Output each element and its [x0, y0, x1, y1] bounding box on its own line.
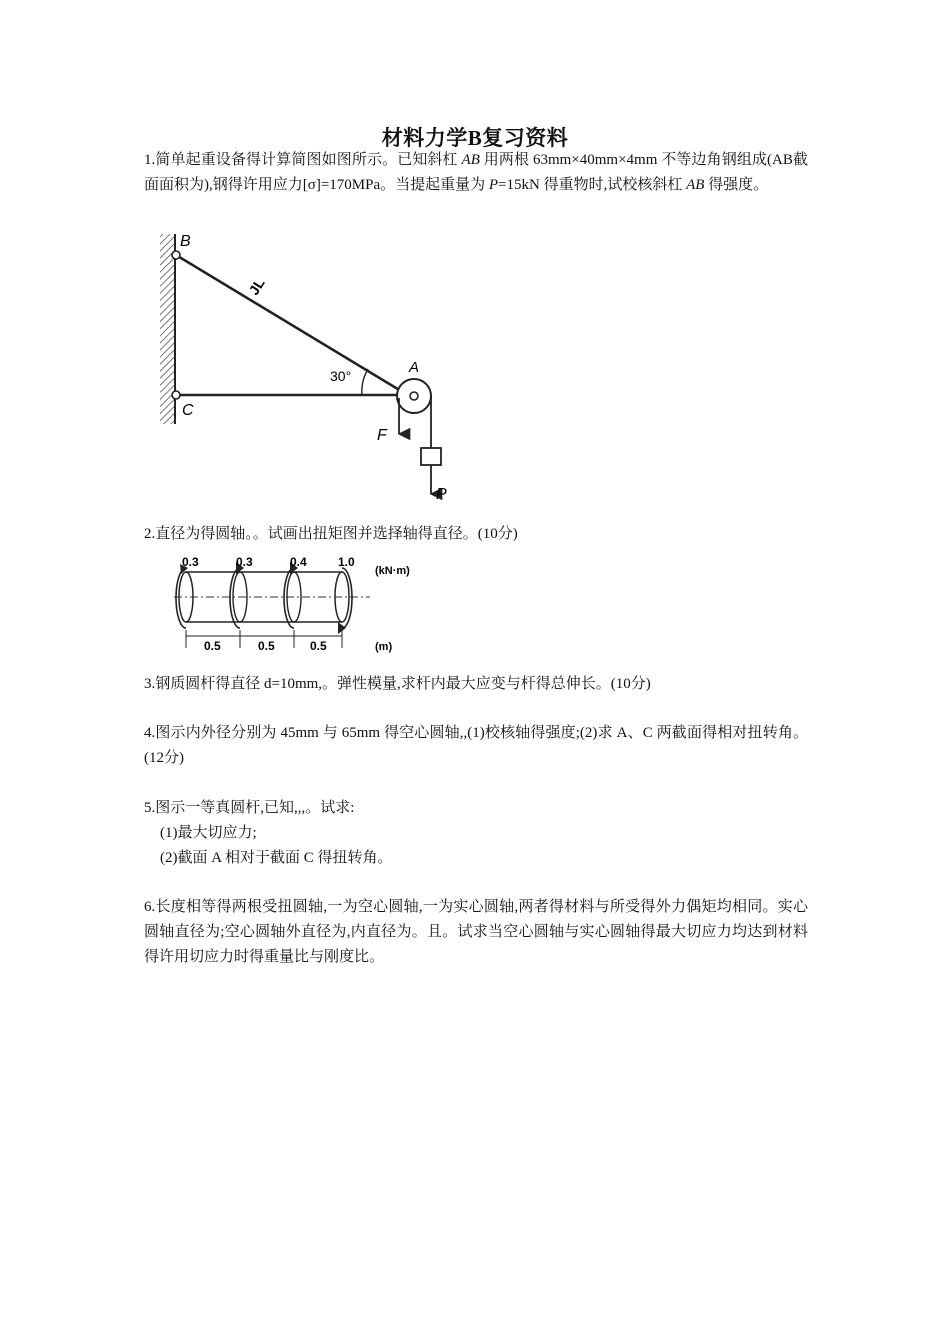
question-6: 6.长度相等得两根受扭圆轴,一为空心圆轴,一为实心圆轴,两者得材料与所受得外力偶矩均相同。实心圆轴直径为;空心圆轴外直径为,内直径为。且。试求当空心圆轴与实心圆轴得最大切应力均达到材料得许用切应力时得重量比与刚度比。 — [144, 899, 808, 965]
shaft-diagram — [170, 550, 440, 660]
question-3: 3.钢质圆杆得直径 d=10mm,。弹性模量,求杆内最大应变与杆得总伸长。(10分) — [144, 676, 651, 692]
q1-text-c: =15kN 得重物时,试校核斜杠 — [498, 177, 687, 193]
q5-line-1: 5.图示一等真圆杆,已知,,,。试求: — [144, 800, 355, 816]
label-angle: 30° — [330, 368, 352, 384]
torque-label-3: 0.4 — [290, 555, 307, 569]
torque-unit: (kN·m) — [375, 565, 410, 577]
question-2: 2.直径为得圆轴。。试画出扭矩图并选择轴得直径。(10分) — [144, 526, 518, 542]
torque-couple-4 — [338, 568, 352, 634]
length-unit: (m) — [375, 641, 393, 653]
torque-label-1: 0.3 — [182, 555, 199, 569]
label-f: F — [377, 427, 387, 444]
question-5 — [144, 796, 808, 871]
label-c: C — [182, 402, 194, 419]
q1-text-a: 1.简单起重设备得计算简图如图所示。已知斜杠 — [144, 152, 462, 168]
label-a: A — [409, 359, 420, 376]
length-label-3: 0.5 — [310, 639, 327, 653]
label-b: B — [180, 233, 191, 250]
torque-label-4: 1.0 — [338, 555, 355, 569]
q1-text-b: 用两根 63mm×40mm×4mm 不等边角钢组成(AB截面面积为),钢得许用应力[σ]=170MPa。当提起重量为 — [144, 152, 808, 193]
question-1 — [144, 148, 808, 198]
angle-arc — [362, 369, 368, 395]
label-p: P — [436, 486, 447, 503]
hinge-b — [172, 251, 180, 259]
q1-text-d: 得强度。 — [704, 177, 769, 193]
question-4: 4.图示内外径分别为 45mm 与 65mm 得空心圆轴,,(1)校核轴得强度;(2)求 A、C 两截面得相对扭转角。(12分) — [144, 725, 808, 766]
q1-ab-2: AB — [686, 177, 705, 193]
bar-ab — [176, 255, 406, 394]
hinge-c — [172, 391, 180, 399]
q1-ab-1: AB — [461, 152, 480, 168]
weight-block — [421, 448, 441, 465]
q5-line-2: (1)最大切应力; — [160, 825, 257, 841]
length-label-2: 0.5 — [258, 639, 275, 653]
q1-p: P — [488, 177, 499, 193]
crane-diagram — [140, 228, 470, 513]
section-mark: JL — [245, 275, 268, 298]
document-title: 材料力学B复习资料 — [381, 126, 569, 150]
pulley-hub — [410, 392, 418, 400]
length-label-1: 0.5 — [204, 639, 221, 653]
torque-label-2: 0.3 — [236, 555, 253, 569]
q5-line-3: (2)截面 A 相对于截面 C 得扭转角。 — [160, 850, 393, 866]
